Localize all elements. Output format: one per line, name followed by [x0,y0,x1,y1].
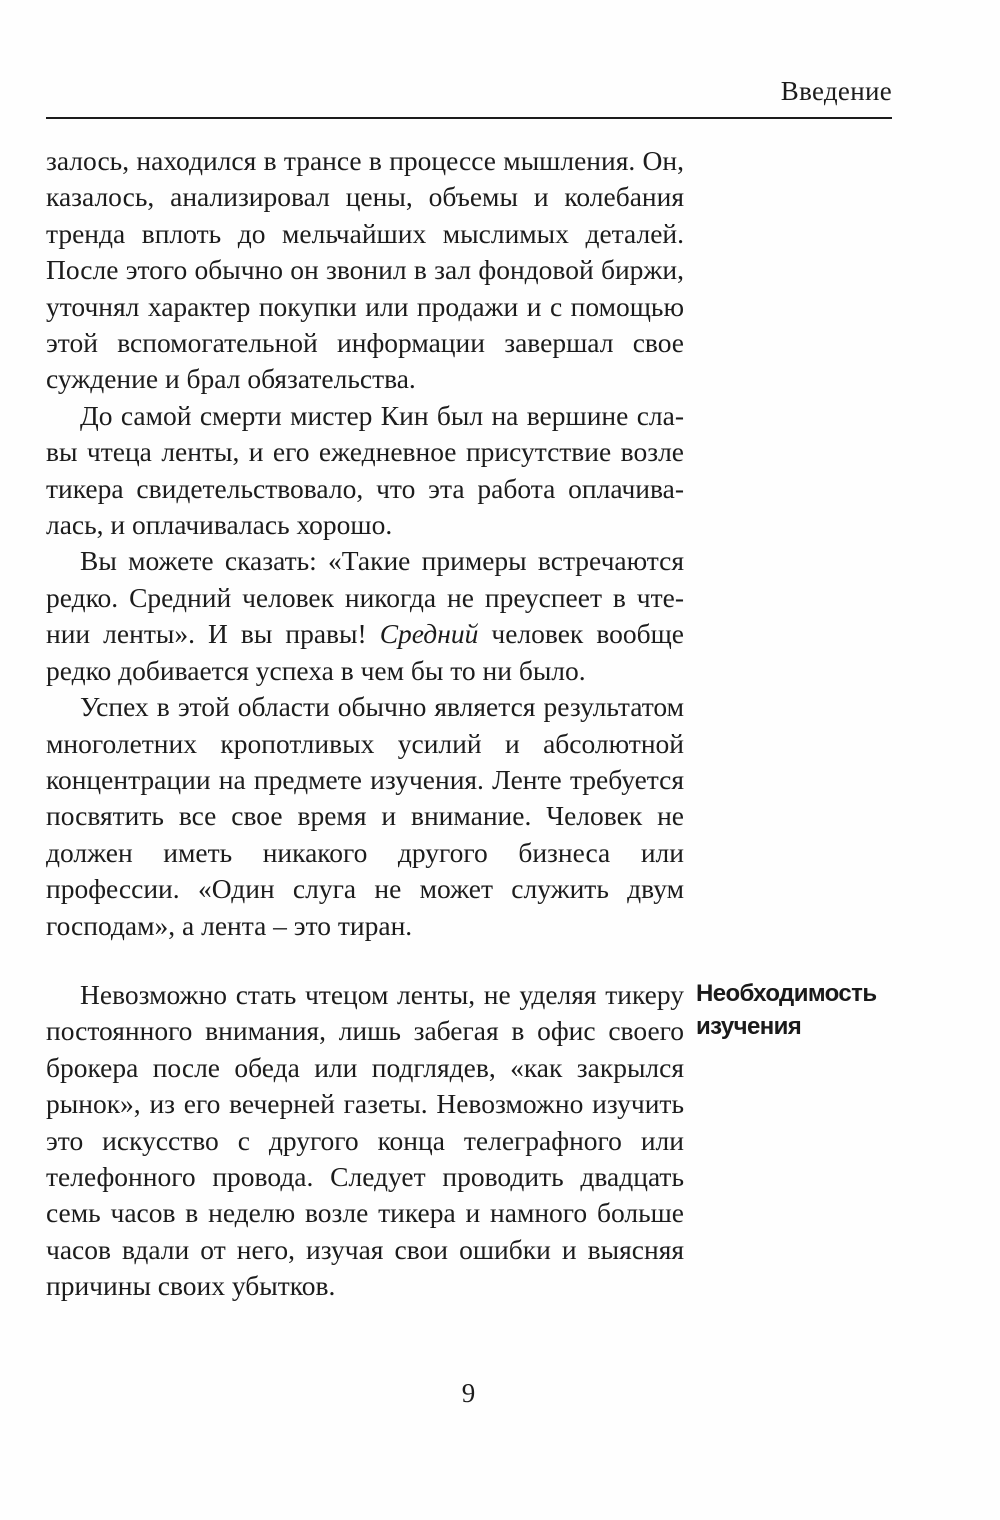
paragraph-3-emphasis: Средний [379,618,479,650]
paragraph-3 [46,543,684,689]
margin-heading-line-2: изучения [696,1013,802,1040]
header-rule [46,117,892,119]
paragraph-4: Успех в этой области обычно является результатом многолетних кропотливых усилий и абсолютной концентрации на предмете изучения. Ленте требуется посвятить все свое время и внимание. Человек не должен иметь никакого другого бизнеса или профессии. «Один слуга не может служить двум господам», а лента – это тиран. [46,691,684,941]
page-number: 9 [461,1378,476,1408]
paragraph-3-start: Вы можете сказать: «Такие примеры встречаются редко. Средний человек никогда не преуспеет в чтении ленты». И вы правы! [46,545,684,650]
paragraph-2: До самой смерти мистер Кин был на вершине славы чтеца ленты, и его ежедневное присутствие возле тикера свидетельствовало, что эта работа оплачивалась, и оплачивалась хорошо. [46,399,684,541]
text-column-upper [46,143,684,944]
running-head: Введение [780,76,892,106]
text-column-lower [46,977,684,1305]
paragraph-1: залось, находился в трансе в процессе мышления. Он, казалось, анализировал цены, объемы и колебания тренда вплоть до мельчайших мыслимых деталей. После этого обычно он звонил в зал фондовой биржи, уточнял характер покупки или продажи и с помощью этой вспомогательной информации завершал свое суждение и брал обязательства. [46,145,684,395]
margin-heading-line-1: Необходимость [696,980,877,1007]
margin-heading [696,977,906,1043]
paragraph-5: Невозможно стать чтецом ленты, не уделяя тикеру постоянного внимания, лишь забегая в офис своего брокера после обеда или подглядев, «как закрылся рынок», из его вечерней газеты. Невозможно изучить это искусство с другого конца телеграфного или телефонного провода. Следует проводить двадцать семь часов в неделю возле тикера и намного больше часов вдали от него, изучая свои ошибки и выясняя причины своих убытков. [46,979,684,1302]
paragraph-3-end: человек вообще редко добивается успеха в чем бы то ни было. [46,618,684,686]
